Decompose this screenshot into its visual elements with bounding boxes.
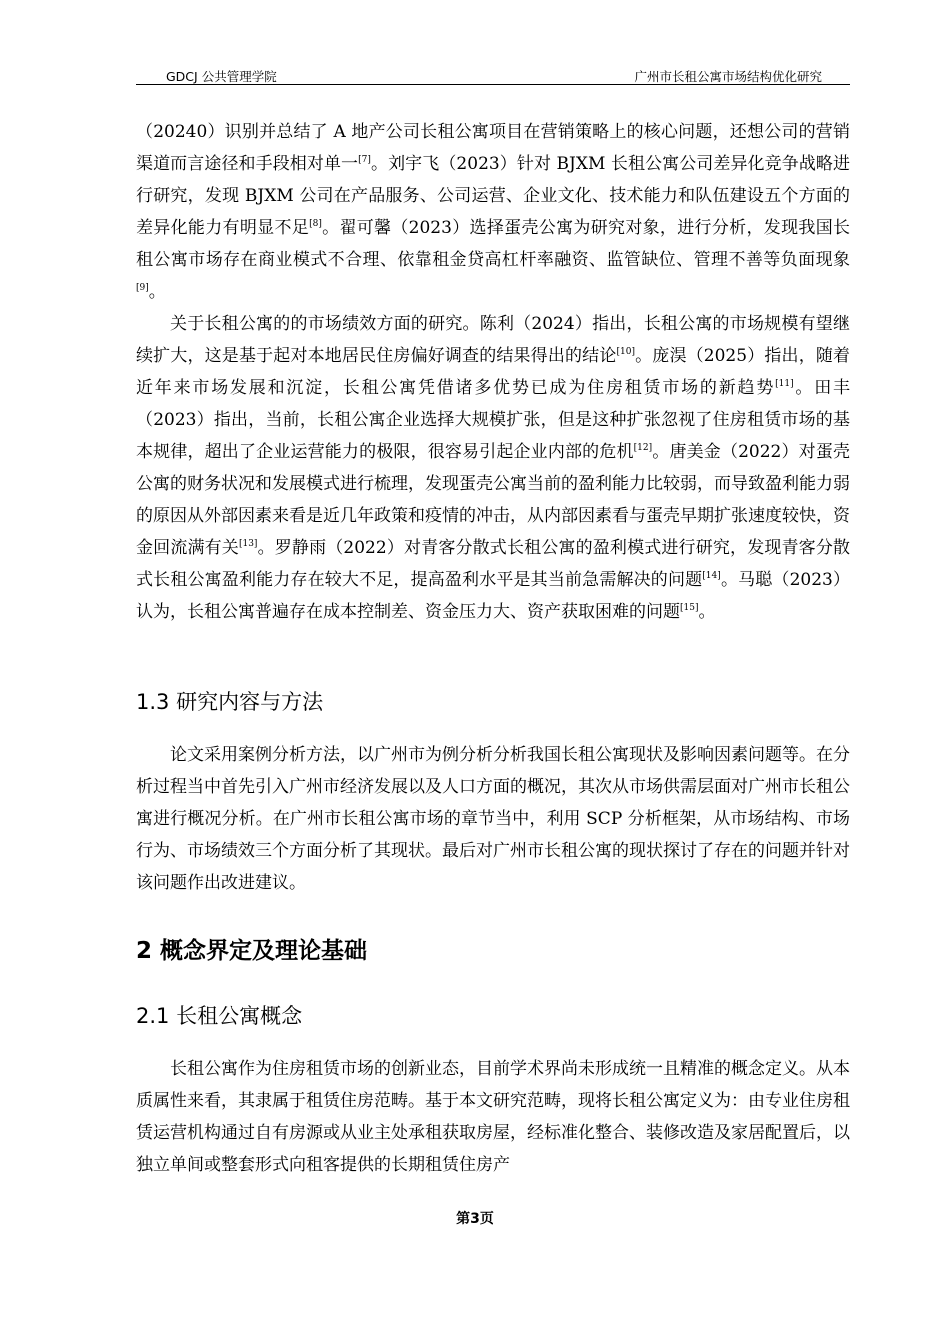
citation-ref[interactable]: [13] — [238, 539, 258, 549]
paragraph-literature-strategy: （20240）识别并总结了 A 地产公司长租公寓项目在营销策略上的核心问题，还想公司的营销渠道而言途径和手段相对单一[7]。刘宇飞（2023）针对 BJXM 长租公寓公司差异化竞争战略进行研究，发现 BJXM 公司在产品服务、公司运营、企业文化、技术能力和队伍建设五个方面的差异化能力有明显不足[8]。翟可馨（2023）选择蛋壳公寓为研究对象，进行分析，发现我国长租公寓市场存在商业模式不合理、依靠租金贷高杠杆率融资、监管缺位、管理不善等负面现象[9]。 — [136, 122, 851, 302]
section-heading-1-3: 1.3 研究内容与方法 — [136, 690, 324, 714]
header-institution: GDCJ 公共管理学院 — [166, 69, 277, 84]
citation-ref[interactable]: [11] — [775, 379, 794, 389]
section-heading-2-1: 2.1 长租公寓概念 — [136, 1004, 303, 1028]
header-thesis-title: 广州市长租公寓市场结构优化研究 — [634, 69, 822, 84]
citation-ref[interactable]: [10] — [616, 347, 635, 357]
citation-ref[interactable]: [7] — [358, 155, 371, 165]
citation-ref[interactable]: [9] — [136, 283, 149, 293]
paragraph-research-methods: 论文采用案例分析方法，以广州市为例分析分析我国长租公寓现状及影响因素问题等。在分析过程当中首先引入广州市经济发展以及人口方面的概况，其次从市场供需层面对广州市长租公寓进行概况分析。在广州市长租公寓市场的章节当中，利用 SCP 分析框架，从市场结构、市场行为、市场绩效三个方面分析了其现状。最后对广州市长租公寓的现状探讨了存在的问题并针对该问题作出改进建议。 — [136, 745, 850, 893]
paragraph-literature-performance: 关于长租公寓的的市场绩效方面的研究。陈利（2024）指出，长租公寓的市场规模有望继续扩大，这是基于起对本地居民住房偏好调查的结果得出的结论[10]。庞淏（2025）指出，随着近年来市场发展和沉淀，长租公寓凭借诸多优势已成为住房租赁市场的新趋势[11]。田丰（2023）指出，当前，长租公寓企业选择大规模扩张，但是这种扩张忽视了住房租赁市场的基本规律，超出了企业运营能力的极限，很容易引起企业内部的危机[12]。唐美金（2022）对蛋壳公寓的财务状况和发展模式进行梳理，发现蛋壳公寓当前的盈利能力比较弱，而导致盈利能力弱的原因从外部因素来看是近几年政策和疫情的冲击，从内部因素看与蛋壳早期扩张速度较快，资金回流满有关[13]。罗静雨（2022）对青客分散式长租公寓的盈利模式进行研究，发现青客分散式长租公寓盈利能力存在较大不足，提高盈利水平是其当前急需解决的问题[14]。马聪（2023）认为，长租公寓普遍存在成本控制差、资金压力大、资产获取困难的问题[15]。 — [136, 314, 851, 622]
citation-ref[interactable]: [15] — [680, 603, 699, 613]
page-header — [136, 66, 850, 85]
page-number: 第3页 — [456, 1211, 494, 1227]
paragraph-concept-definition: 长租公寓作为住房租赁市场的创新业态，目前学术界尚未形成统一且精准的概念定义。从本质属性来看，其隶属于租赁住房范畴。基于本文研究范畴，现将长租公寓定义为：由专业住房租赁运营机构通过自有房源或从业主处承租获取房屋，经标准化整合、装修改造及家居配置后，以独立单间或整套形式向租客提供的长期租赁住房产 — [136, 1059, 850, 1175]
citation-ref[interactable]: [14] — [702, 571, 721, 581]
citation-ref[interactable]: [8] — [309, 219, 322, 229]
chapter-heading-2: 2 概念界定及理论基础 — [136, 938, 368, 964]
citation-ref[interactable]: [12] — [633, 443, 653, 453]
